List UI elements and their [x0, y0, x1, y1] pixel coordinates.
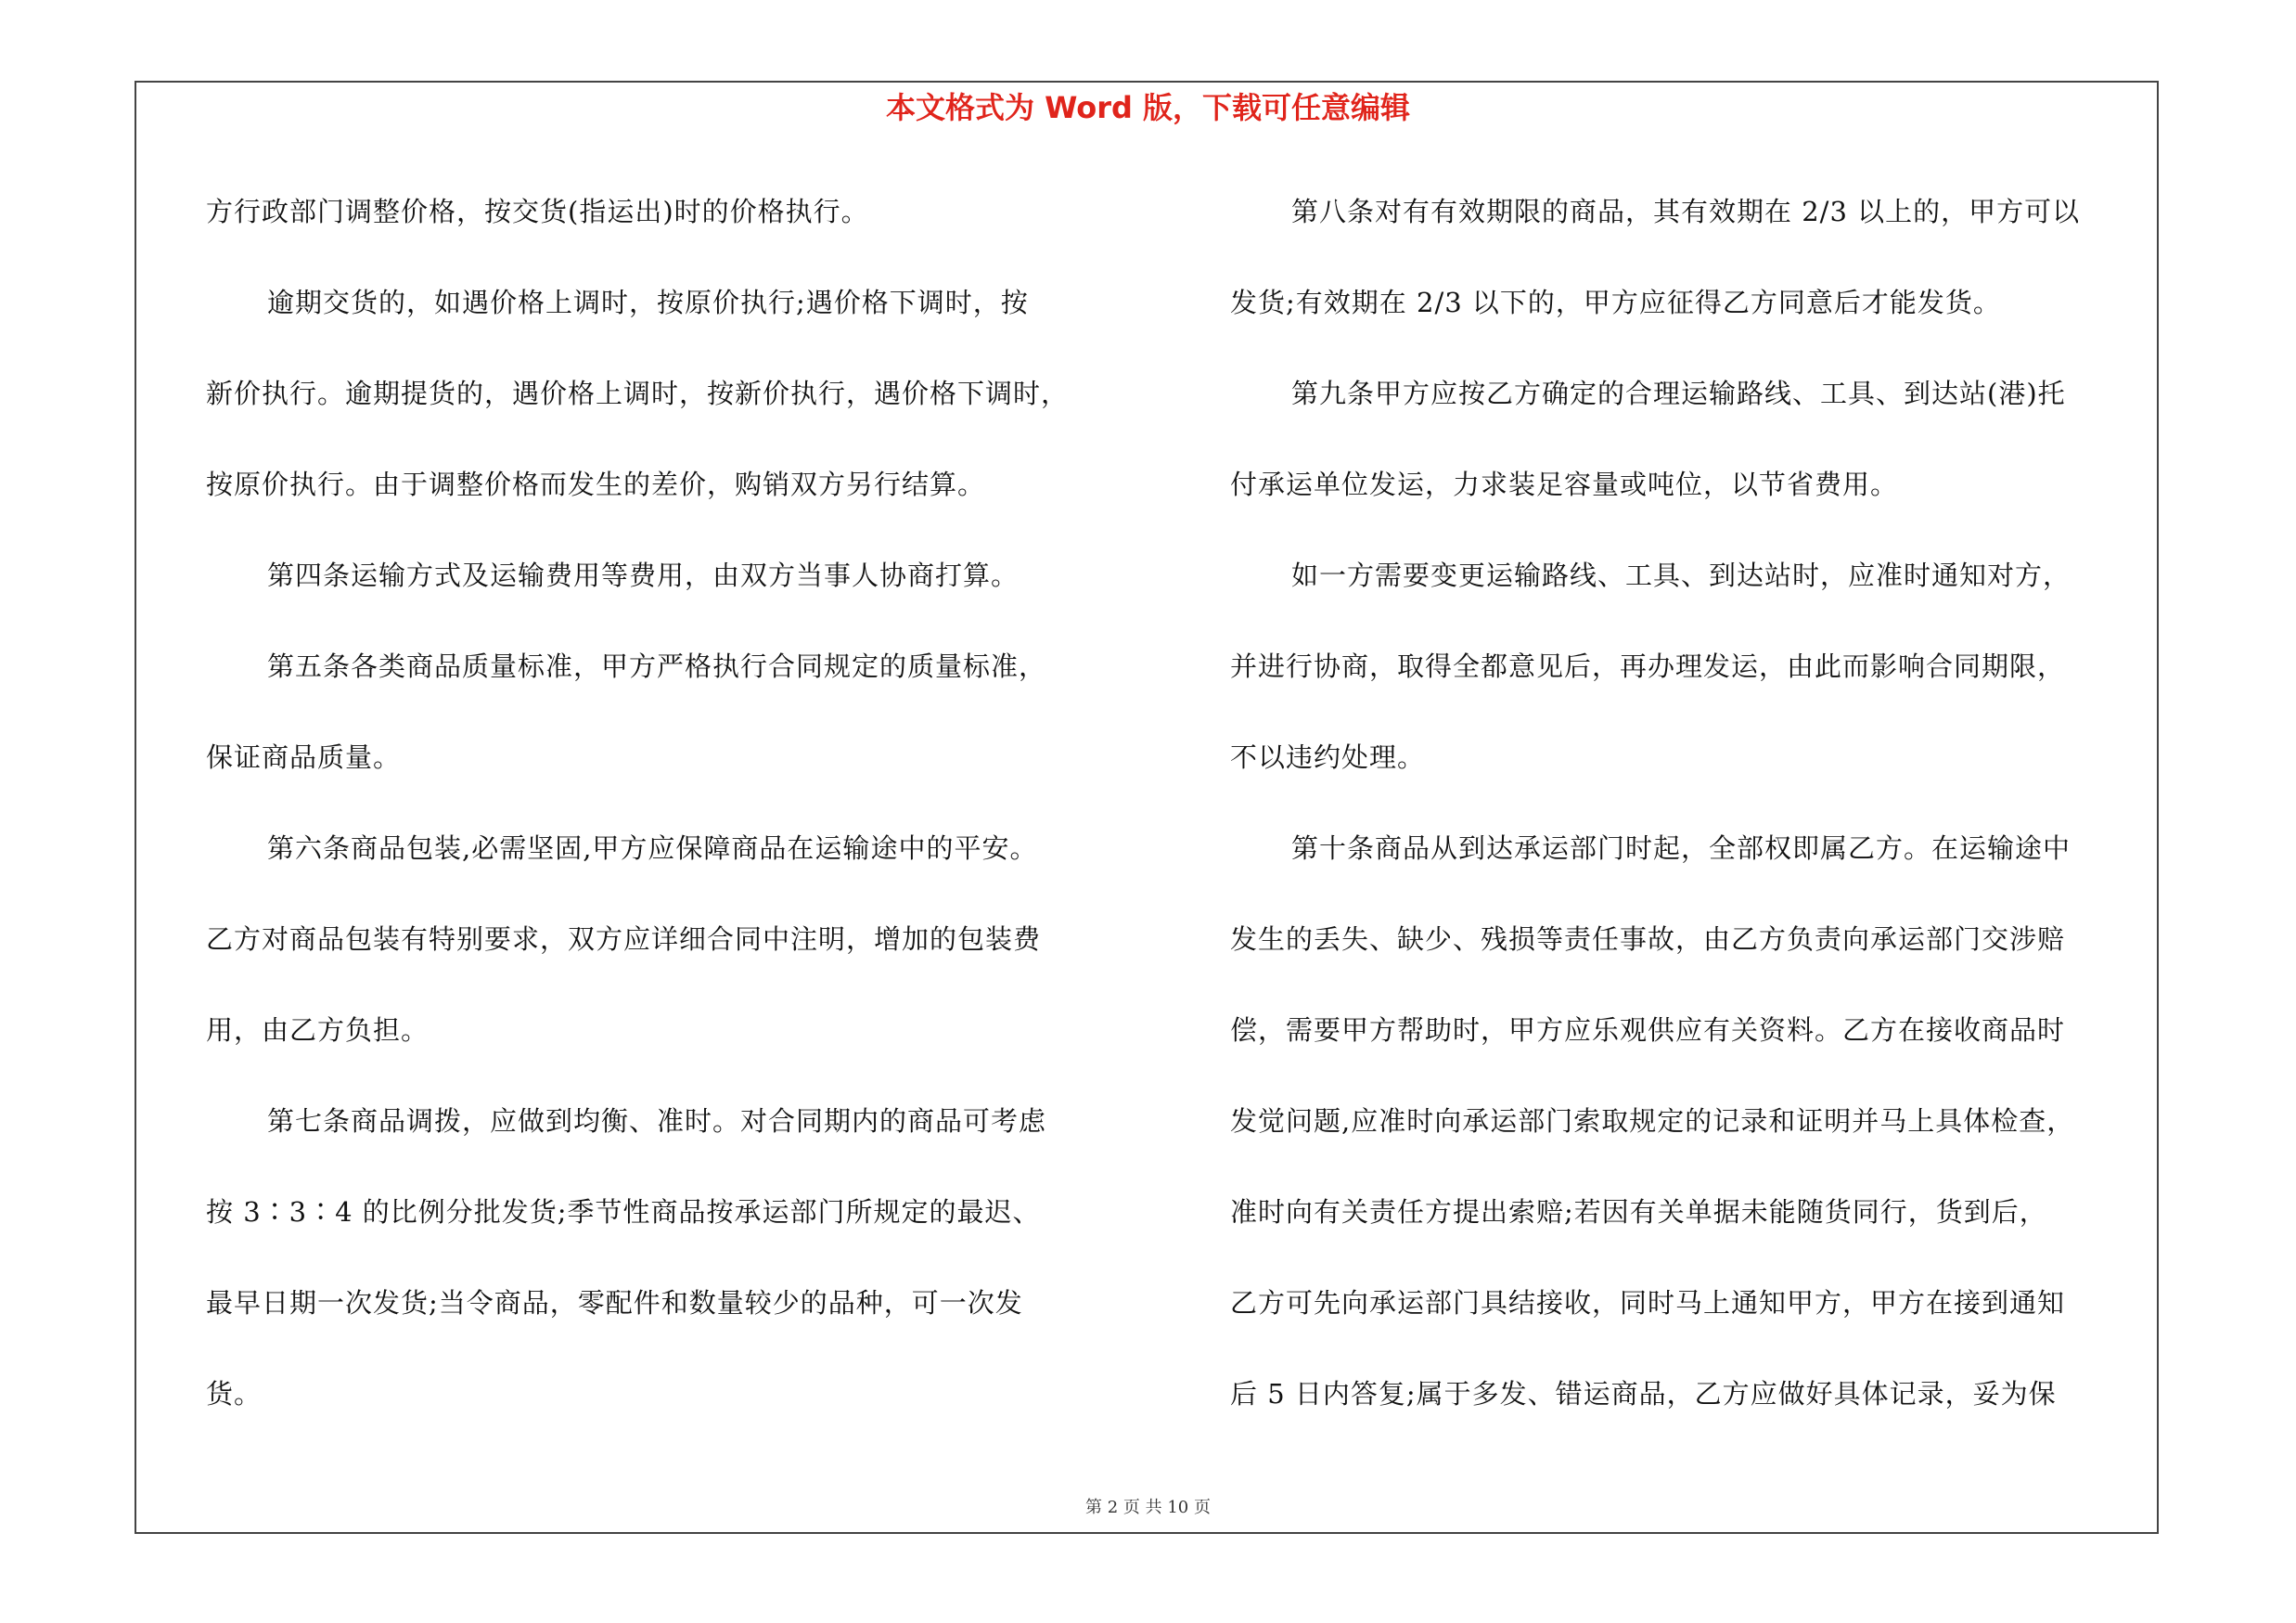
right-column — [1230, 182, 2158, 1455]
text-line: 第七条商品调拨，应做到均衡、准时。对合同期内的商品可考虑 — [267, 1105, 1047, 1137]
text-line: 如一方需要变更运输路线、工具、到达站时，应准时通知对方， — [1291, 560, 2072, 591]
text-line: 后 5 日内答复;属于多发、错运商品，乙方应做好具体记录，妥为保 — [1230, 1378, 2057, 1410]
text-line: 第八条对有有效期限的商品，其有效期在 2/3 以上的，甲方可以 — [1291, 196, 2081, 227]
text-line: 偿，需要甲方帮助时，甲方应乐观供应有关资料。乙方在接收商品时 — [1230, 1014, 2066, 1046]
text-line: 货。 — [206, 1378, 263, 1410]
text-line: 第五条各类商品质量标准，甲方严格执行合同规定的质量标准， — [267, 650, 1047, 682]
text-line: 按 3∶3∶4 的比例分批发货;季节性商品按承运部门所规定的最迟、 — [206, 1196, 1041, 1228]
page-footer: 第 2 页 共 10 页 — [1085, 1498, 1211, 1517]
text-line: 不以违约处理。 — [1230, 741, 1426, 773]
text-line: 发生的丢失、缺少、残损等责任事故，由乙方负责向承运部门交涉赔 — [1230, 923, 2066, 955]
text-line: 方行政部门调整价格，按交货(指运出)时的价格执行。 — [206, 196, 869, 227]
text-line: 新价执行。逾期提货的，遇价格上调时，按新价执行，遇价格下调时， — [206, 378, 1070, 409]
text-line: 乙方可先向承运部门具结接收，同时马上通知甲方，甲方在接到通知 — [1230, 1287, 2066, 1319]
text-line: 保证商品质量。 — [206, 741, 402, 773]
text-line: 最早日期一次发货;当令商品，零配件和数量较少的品种，可一次发 — [206, 1287, 1023, 1319]
left-column — [206, 182, 1134, 1455]
text-line: 第九条甲方应按乙方确定的合理运输路线、工具、到达站(港)托 — [1291, 378, 2066, 409]
text-line: 按原价执行。由于调整价格而发生的差价，购销双方另行结算。 — [206, 469, 986, 500]
text-line: 并进行协商，取得全都意见后，再办理发运，由此而影响合同期限， — [1230, 650, 2066, 682]
text-line: 第六条商品包装,必需坚固,甲方应保障商品在运输途中的平安。 — [267, 832, 1038, 864]
text-line: 第十条商品从到达承运部门时起，全部权即属乙方。在运输途中 — [1291, 832, 2072, 864]
header-banner: 本文格式为 Word 版，下载可任意编辑 — [885, 90, 1411, 125]
text-line: 准时向有关责任方提出索赔;若因有关单据未能随货同行，货到后， — [1230, 1196, 2047, 1228]
text-line: 第四条运输方式及运输费用等费用，由双方当事人协商打算。 — [267, 560, 1020, 591]
text-line: 发货;有效期在 2/3 以下的，甲方应征得乙方同意后才能发货。 — [1230, 287, 2001, 318]
text-line: 付承运单位发运，力求装足容量或吨位，以节省费用。 — [1230, 469, 1899, 500]
text-line: 用，由乙方负担。 — [206, 1014, 430, 1046]
text-line: 逾期交货的，如遇价格上调时，按原价执行;遇价格下调时，按 — [267, 287, 1029, 318]
text-line: 发觉问题,应准时向承运部门索取规定的记录和证明并马上具体检查， — [1230, 1105, 2075, 1137]
text-line: 乙方对商品包装有特别要求，双方应详细合同中注明，增加的包装费 — [206, 923, 1042, 955]
